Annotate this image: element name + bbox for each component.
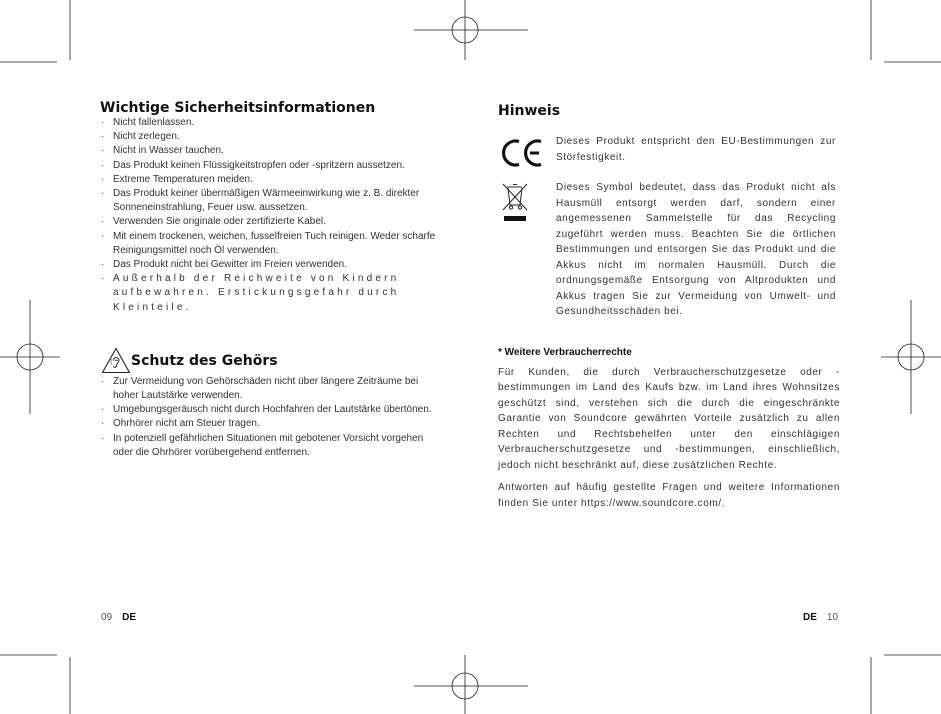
consumer-rights-title: * Weitere Verbraucherrechte bbox=[498, 346, 632, 358]
list-item: · Umgebungsgeräusch nicht durch Hochfahren der Lautstärke übertönen. bbox=[100, 403, 445, 417]
list-item: · In potenziell gefährlichen Situationen mit gebotener Vorsicht vorgehen oder die Ohrhörer vorübergehend entfernen. bbox=[100, 432, 445, 460]
list-item: · Nicht zerlegen. bbox=[100, 130, 445, 144]
hearing-title: Schutz des Gehörs bbox=[131, 352, 278, 369]
consumer-rights-text: Für Kunden, die durch Verbraucherschutzgesetze oder -bestimmungen im Land des Kaufs bzw. im Land ihres Wohnsitzes geschützt sind, verstehen sich die durch die eingeschränkte Garantie von Soundcore gewährten Vorteile zusätzlich zu allen Rechten und Rechtsbehelfen unter den einschlägigen Verbraucherschutzgesetze und -bestimmungen, einschließlich, jedoch nicht beschränkt auf, diese zusätzlichen Rechte. bbox=[498, 366, 840, 471]
page-number-left bbox=[101, 612, 136, 623]
ce-mark-icon bbox=[501, 137, 545, 169]
list-item: · Das Produkt keinen Flüssigkeitstropfen oder -spritzern aussetzen. bbox=[100, 159, 445, 173]
weee-text: Dieses Symbol bedeutet, dass das Produkt nicht als Hausmüll entsorgt werden darf, sondern einer angemessenen Sammelstelle für das Recycling zugeführt werden muss. Beachten Sie die örtlichen Bestimmungen und entsorgen Sie das Produkt und die Akkus nicht im normalen Hausmüll. Durch die ordnungsgemäße Entsorgung von Altprodukten und Akkus tragen Sie zur Vermeidung von Umwelt- und Gesundheitsschäden bei. bbox=[556, 182, 836, 317]
weee-notice bbox=[498, 180, 840, 320]
list-item: · Das Produkt keiner übermäßigen Wärmeeinwirkung wie z. B. direkter Sonneneinstrahlung, Feuer usw. aussetzen. bbox=[100, 187, 445, 215]
list-item: · Extreme Temperaturen meiden. bbox=[100, 173, 445, 187]
list-item: · Verwenden Sie originale oder zertifizierte Kabel. bbox=[100, 215, 445, 229]
crossed-out-wheelie-bin-icon bbox=[501, 181, 531, 223]
safety-list bbox=[100, 116, 445, 315]
page-number-right bbox=[803, 612, 838, 623]
faq-text: Antworten auf häufig gestellte Fragen und weitere Informationen finden Sie unter https://www.soundcore.com/. bbox=[498, 482, 840, 509]
hearing-warning-icon bbox=[101, 347, 131, 374]
list-item: · Zur Vermeidung von Gehörschäden nicht über längere Zeiträume bei hoher Lautstärke verwenden. bbox=[100, 375, 445, 403]
list-item: · Nicht in Wasser tauchen. bbox=[100, 144, 445, 158]
list-item: · Das Produkt nicht bei Gewitter im Freien verwenden. bbox=[100, 258, 445, 272]
notice-title: Hinweis bbox=[498, 103, 561, 119]
language-label: DE bbox=[122, 612, 137, 623]
right-page bbox=[498, 103, 840, 511]
page-number: 10 bbox=[826, 612, 839, 623]
hearing-section bbox=[100, 347, 445, 460]
ce-notice bbox=[498, 134, 840, 169]
safety-title: Wichtige Sicherheitsinformationen bbox=[100, 100, 376, 116]
left-page bbox=[100, 100, 445, 460]
consumer-rights-section bbox=[498, 347, 840, 512]
list-item: · Außerhalb der Reichweite von Kindern aufbewahren. Erstickungsgefahr durch Kleinteile. bbox=[100, 272, 445, 315]
list-item: · Mit einem trockenen, weichen, fusselfreien Tuch reinigen. Weder scharfe Reinigungsmittel noch Öl verwenden. bbox=[100, 230, 445, 258]
language-label: DE bbox=[803, 612, 817, 623]
list-item: · Nicht fallenlassen. bbox=[100, 116, 445, 130]
ce-text: Dieses Produkt entspricht den EU-Bestimmungen zur Störfestigkeit. bbox=[556, 136, 836, 163]
page-number: 09 bbox=[101, 612, 113, 623]
list-item: · Ohrhörer nicht am Steuer tragen. bbox=[100, 417, 445, 431]
hearing-list bbox=[100, 375, 445, 460]
